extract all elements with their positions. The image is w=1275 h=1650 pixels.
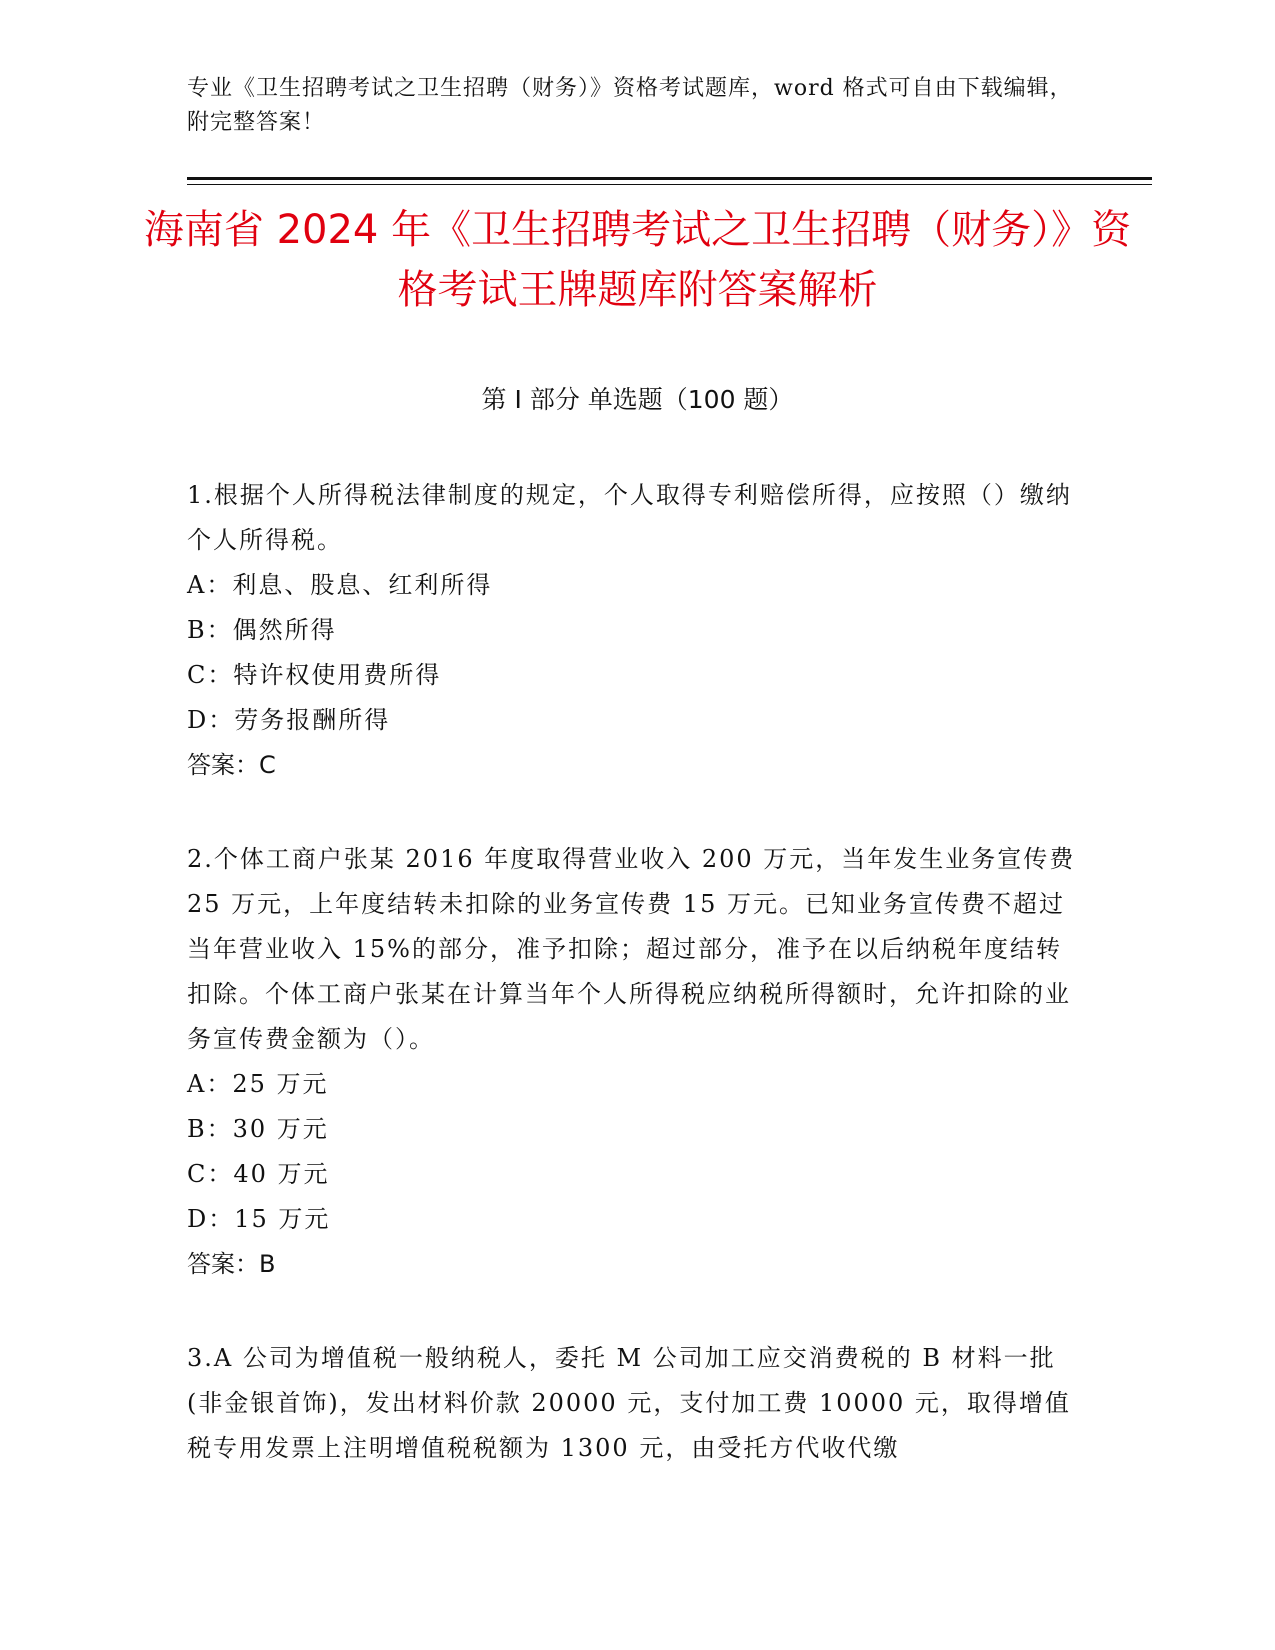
header-divider-thick — [187, 177, 1152, 180]
option-b: B：30 万元 — [187, 1115, 329, 1143]
answer: 答案：C — [187, 751, 276, 779]
option-a: A：利息、股息、红利所得 — [187, 571, 493, 599]
section-title: 第 I 部分 单选题（100 题） — [481, 385, 794, 414]
option-c: C：40 万元 — [187, 1160, 330, 1188]
question-stem: 3.A 公司为增值税一般纳税人，委托 M 公司加工应交消费税的 B 材料一批(非金银首饰)，发出材料价款 20000 元，支付加工费 10000 元，取得增值税专用发票上注明增值税税额为 1300 元，由受托方代收代缴 — [187, 1344, 1071, 1462]
question-stem: 2.个体工商户张某 2016 年度取得营业收入 200 万元，当年发生业务宣传费 25 万元，上年度结转未扣除的业务宣传费 15 万元。已知业务宣传费不超过当年营业收入 15%的部分，准予扣除；超过部分，准予在以后纳税年度结转扣除。个体工商户张某在计算当年个人所得税应纳税所得额时，允许扣除的业务宣传费金额为（）。 — [187, 845, 1076, 1053]
question-stem: 1.根据个人所得税法律制度的规定，个人取得专利赔偿所得，应按照（）缴纳个人所得税。 — [187, 481, 1072, 554]
question-3 — [187, 1336, 1082, 1471]
option-d: D：15 万元 — [187, 1205, 331, 1233]
option-d: D：劳务报酬所得 — [187, 706, 391, 734]
option-a: A：25 万元 — [187, 1070, 329, 1098]
option-b: B：偶然所得 — [187, 616, 337, 644]
header-divider-thin — [187, 184, 1152, 185]
header-note: 专业《卫生招聘考试之卫生招聘（财务）》资格考试题库，word 格式可自由下载编辑，附完整答案！ — [187, 76, 1073, 135]
question-1 — [187, 473, 1082, 788]
document-title: 海南省 2024 年《卫生招聘考试之卫生招聘（财务）》资格考试王牌题库附答案解析 — [143, 207, 1132, 313]
option-c: C：特许权使用费所得 — [187, 661, 442, 689]
answer: 答案：B — [187, 1250, 276, 1278]
question-2 — [187, 837, 1082, 1287]
